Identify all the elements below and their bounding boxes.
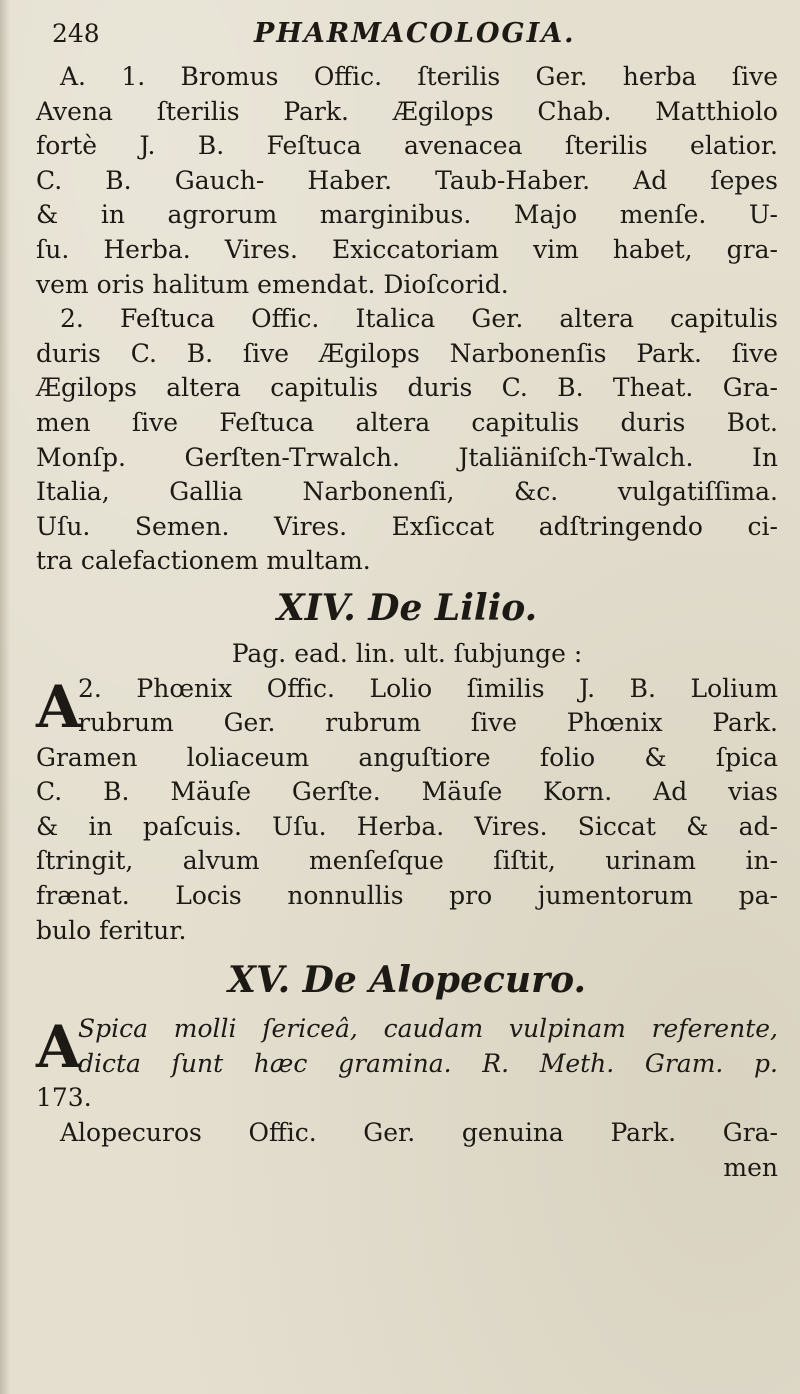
text-line: C. B. Gauch- Haber. Taub-Haber. Ad ſepes bbox=[36, 165, 778, 195]
text-line: Ægilops altera capitulis duris C. B. Theat. Gra- bbox=[36, 373, 778, 403]
page-number: 248 bbox=[52, 19, 100, 48]
text-line: Spica molli ſericeâ, caudam vulpinam referente, bbox=[78, 1014, 778, 1044]
pag-instruction: Pag. ead. lin. ult. ſubjunge : bbox=[231, 638, 583, 668]
section-heading-xiv: XIV. De Lilio. bbox=[276, 586, 538, 629]
text-line: & in agrorum marginibus. Majo menſe. U- bbox=[36, 200, 778, 230]
section-heading-xv: XV. De Alopecuro. bbox=[228, 959, 586, 1002]
running-title: PHARMACOLOGIA. bbox=[254, 18, 576, 49]
text-line: bulo feritur. bbox=[36, 915, 187, 945]
text-line: rubrum Ger. rubrum ſive Phœnix Park. bbox=[78, 708, 778, 738]
text-line: ſu. Herba. Vires. Exiccatoriam vim habet, gra- bbox=[36, 234, 778, 264]
text-line: dicta ſunt hæc gramina. R. Meth. Gram. p. bbox=[78, 1048, 778, 1078]
text-line: Uſu. Semen. Vires. Exſiccat adſtringendo ci- bbox=[36, 511, 778, 541]
text-line: 2. Feſtuca Offic. Italica Ger. altera capitulis bbox=[60, 304, 778, 334]
text-line: Avena ſterilis Park. Ægilops Chab. Matthiolo bbox=[36, 96, 778, 126]
text-line: 2. Phœnix Offic. Lolio ſimilis J. B. Lolium bbox=[78, 673, 778, 703]
text-line: A. 1. Bromus Offic. ſterilis Ger. herba ſive bbox=[60, 62, 778, 91]
text-line: tra calefactionem multam. bbox=[36, 546, 371, 576]
text-line: ſtringit, alvum menſeſque ſiſtit, urinam in- bbox=[36, 846, 778, 876]
catchword: men bbox=[723, 1152, 778, 1182]
text-line: 173. bbox=[36, 1083, 92, 1113]
text-line: & in paſcuis. Uſu. Herba. Vires. Siccat & ad- bbox=[36, 811, 778, 841]
text-line: Monſp. Gerſten-Trwalch. Jtaliäniſch-Twalch. In bbox=[36, 442, 778, 472]
text-line: vem oris halitum emendat. Dioſcorid. bbox=[36, 269, 509, 299]
text-line: Gramen loliaceum anguſtiore folio & ſpica bbox=[36, 742, 778, 772]
text-line: men ſive Feſtuca altera capitulis duris Bot. bbox=[36, 407, 778, 437]
text-line: Italia, Gallia Narbonenſi, &c. vulgatiſſima. bbox=[36, 477, 778, 507]
text-line: duris C. B. ſive Ægilops Narbonenſis Park. ſive bbox=[36, 338, 778, 368]
main-text bbox=[36, 60, 778, 1185]
text-line: C. B. Mäuſe Gerſte. Mäuſe Korn. Ad vias bbox=[36, 777, 778, 807]
page-header bbox=[52, 14, 780, 54]
text-line: Alopecuros Offic. Ger. genuina Park. Gra- bbox=[60, 1118, 778, 1148]
text-line: fortè J. B. Feſtuca avenacea ſterilis elatior. bbox=[36, 131, 778, 161]
drop-cap: A bbox=[36, 1013, 82, 1082]
text-line: frænat. Locis nonnullis pro jumentorum pa- bbox=[36, 881, 778, 911]
drop-cap: A bbox=[36, 672, 82, 741]
